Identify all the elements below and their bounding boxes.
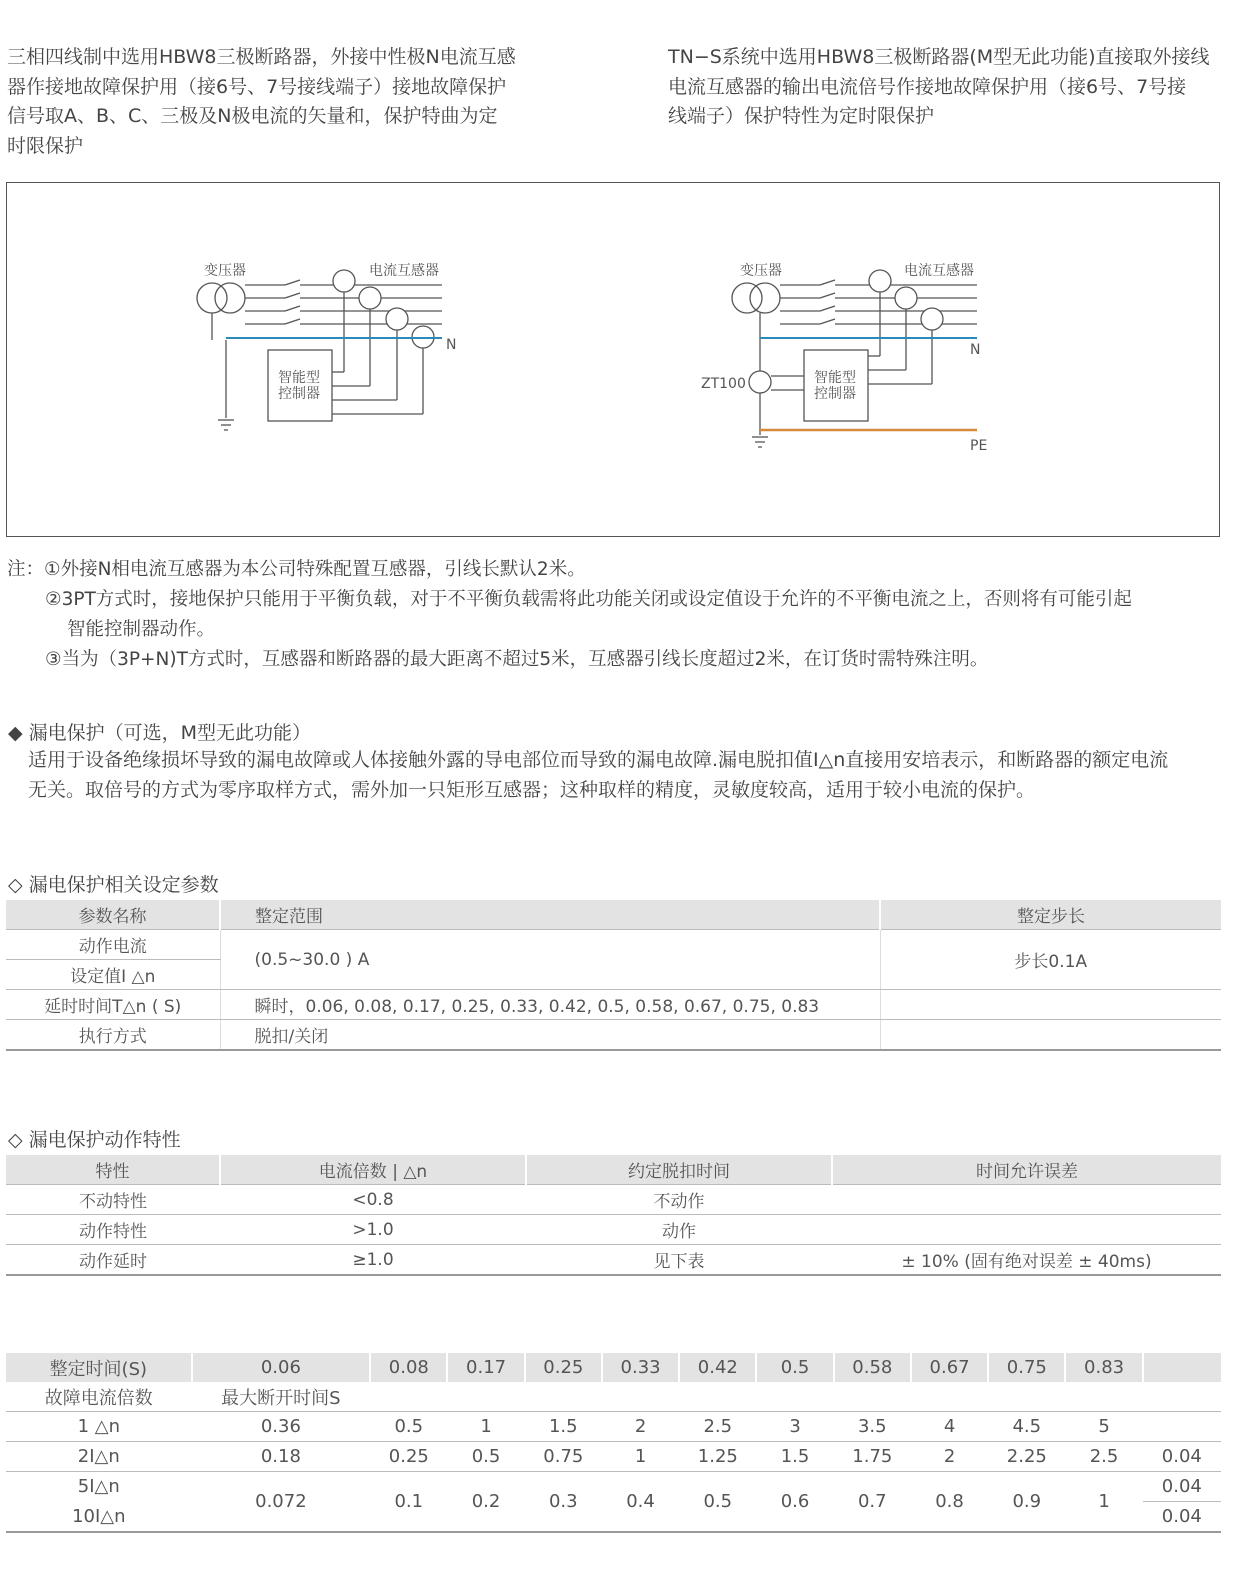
table-header: 参数名称 (6, 900, 220, 930)
table-cell: ± 10% (固有绝对误差 ± 40ms) (832, 1245, 1221, 1276)
table-cell: 1.75 (834, 1442, 911, 1472)
table-row (6, 1215, 1221, 1245)
table-header: 0.08 (370, 1353, 447, 1382)
table-cell: 0.8 (911, 1472, 988, 1533)
table-cell (832, 1215, 1221, 1245)
table-header: 特性 (6, 1155, 220, 1185)
table-cell: 执行方式 (6, 1020, 220, 1051)
label-transformer: 变压器 (740, 263, 782, 279)
leak-body (28, 745, 1228, 805)
table-cell: 脱扣/关闭 (220, 1020, 880, 1051)
table-header: 0.17 (447, 1353, 524, 1382)
table-header: 时间允许误差 (832, 1155, 1221, 1185)
table-cell: 动作特性 (6, 1215, 220, 1245)
note-line: 注：①外接N相电流互感器为本公司特殊配置互感器，引线长默认2米。 (7, 559, 586, 580)
table-cell: 0.072 (192, 1472, 371, 1533)
characteristics-table (6, 1155, 1221, 1276)
table-cell: <0.8 (220, 1185, 526, 1215)
note-line: ③当为（3P+N)T方式时，互感器和断路器的最大距离不超过5米，互感器引线长度超过2米，在订货时需特殊注明。 (45, 649, 989, 670)
table-cell: 步长0.1A (880, 930, 1221, 990)
table-header: 0.58 (834, 1353, 911, 1382)
table-cell: 0.7 (834, 1472, 911, 1533)
label-controller: 控制器 (814, 386, 856, 402)
intro-right-line: 线端子）保护特性为定时限保护 (668, 105, 935, 127)
intro-left-line: 三相四线制中选用HBW8三极断路器，外接中性极N电流互感 (7, 46, 516, 68)
label-ct: 电流互感器 (369, 263, 439, 279)
table-header (1143, 1353, 1221, 1382)
table-cell: 2 (602, 1412, 679, 1442)
table-cell: 动作 (526, 1215, 832, 1245)
table-cell: (0.5~30.0 ) A (220, 930, 880, 990)
table-header: 0.5 (756, 1353, 833, 1382)
notes (7, 555, 1232, 675)
label-n: N (446, 337, 457, 353)
table-cell: 4 (911, 1412, 988, 1442)
table-row (6, 1412, 1221, 1442)
table-cell (880, 990, 1221, 1020)
diagram-left (197, 270, 442, 430)
table-cell: 2.25 (988, 1442, 1065, 1472)
table2-title: ◇ 漏电保护动作特性 (8, 1129, 181, 1151)
table-cell (1143, 1412, 1221, 1442)
table-cell: 瞬时，0.06, 0.08, 0.17, 0.25, 0.33, 0.42, 0.5, 0.58, 0.67, 0.75, 0.83 (220, 990, 880, 1020)
table-cell: ≥1.0 (220, 1245, 526, 1276)
table1-title: ◇ 漏电保护相关设定参数 (8, 874, 219, 896)
table-header: 整定步长 (880, 900, 1221, 930)
table-cell: 0.6 (756, 1472, 833, 1533)
table-cell: 1.5 (756, 1442, 833, 1472)
table-row (6, 1353, 1221, 1382)
label-controller: 智能型 (814, 370, 856, 386)
wiring-diagrams (0, 0, 1238, 560)
table-header: 0.25 (525, 1353, 602, 1382)
table-header: 约定脱扣时间 (526, 1155, 832, 1185)
delay-table (6, 1353, 1221, 1533)
transformer-coil (197, 283, 227, 313)
table-cell: 不动作 (526, 1185, 832, 1215)
table-cell: 0.04 (1143, 1502, 1221, 1533)
table-header: 0.83 (1065, 1353, 1142, 1382)
table-cell: 0.3 (525, 1472, 602, 1533)
table-cell: 10I△n (6, 1502, 192, 1533)
table-cell: 5 (1065, 1412, 1142, 1442)
table-cell: 不动特性 (6, 1185, 220, 1215)
table-row (6, 990, 1221, 1020)
note-line: 智能控制器动作。 (67, 619, 216, 640)
table-row (6, 1245, 1221, 1276)
table-cell: 2.5 (1065, 1442, 1142, 1472)
table-cell: 0.04 (1143, 1472, 1221, 1502)
settings-table (6, 900, 1221, 1051)
table-cell: 0.9 (988, 1472, 1065, 1533)
label-transformer: 变压器 (204, 263, 246, 279)
table-header: 0.42 (679, 1353, 756, 1382)
table-cell: 2 (911, 1442, 988, 1472)
table-row (6, 1472, 1221, 1502)
leak-body-line: 无关。取倍号的方式为零序取样方式，需外加一只矩形互感器；这种取样的精度，灵敏度较高，适用于较小电流的保护。 (28, 779, 1036, 801)
table-row (6, 1020, 1221, 1051)
label-controller: 智能型 (278, 370, 320, 386)
table-cell: 见下表 (526, 1245, 832, 1276)
label-zt100: ZT100 (701, 376, 746, 392)
table-cell: 2I△n (6, 1442, 192, 1472)
table-cell: 动作电流 (6, 930, 220, 960)
table-header: 整定时间(S) (6, 1353, 192, 1382)
table-header: 整定范围 (220, 900, 880, 930)
table-cell: 3 (756, 1412, 833, 1442)
intro-left-line: 器作接地故障保护用（接6号、7号接线端子）接地故障保护 (7, 75, 507, 98)
label-pe: PE (970, 438, 988, 454)
table-row (6, 1185, 1221, 1215)
intro-left-line: 时限保护 (7, 134, 84, 157)
intro-right-line: 电流互感器的输出电流倍号作接地故障保护用（接6号、7号接 (668, 75, 1187, 98)
table-cell: 动作延时 (6, 1245, 220, 1276)
transformer-coil (215, 283, 245, 313)
table-cell: 0.04 (1143, 1442, 1221, 1472)
table-cell: 0.1 (370, 1472, 447, 1533)
table-cell: 0.36 (192, 1412, 371, 1442)
intro-left-line: 信号取A、B、C、三极及N极电流的矢量和，保护特曲为定 (7, 105, 498, 127)
table-row (6, 930, 1221, 960)
table-cell: 最大断开时间S (192, 1382, 371, 1412)
table-cell: 0.2 (447, 1472, 524, 1533)
table-cell: 0.25 (370, 1442, 447, 1472)
leak-body-line: 适用于设备绝缘损坏导致的漏电故障或人体接触外露的导电部位而导致的漏电故障.漏电脱扣值I△n直接用安培表示，和断路器的额定电流 (28, 749, 1169, 771)
table-cell: 0.5 (370, 1412, 447, 1442)
label-controller: 控制器 (278, 386, 320, 402)
table-cell: 0.18 (192, 1442, 371, 1472)
table-header: 0.67 (911, 1353, 988, 1382)
table-cell: 1 (1065, 1472, 1142, 1533)
table-cell: 0.4 (602, 1472, 679, 1533)
table-cell: 故障电流倍数 (6, 1382, 192, 1412)
table-cell: 0.75 (525, 1442, 602, 1472)
table-cell: 5I△n (77, 1476, 120, 1498)
table-cell: >1.0 (220, 1215, 526, 1245)
table-cell: 1.25 (679, 1442, 756, 1472)
label-n: N (970, 342, 981, 358)
table-cell (832, 1185, 1221, 1215)
table-cell: 1 (447, 1412, 524, 1442)
table-header: 电流倍数 | △n (220, 1155, 526, 1185)
table-cell: 0.5 (679, 1472, 756, 1533)
table-cell: 延时时间T△n ( S) (6, 990, 220, 1020)
table-row (6, 1382, 1221, 1412)
diagram-right (732, 270, 977, 447)
table-cell: 4.5 (988, 1412, 1065, 1442)
table-row (6, 1442, 1221, 1472)
table-cell (880, 1020, 1221, 1051)
table-cell: 0.5 (447, 1442, 524, 1472)
leak-heading: ◆ 漏电保护（可选，M型无此功能） (8, 722, 312, 744)
table-cell: 2.5 (679, 1412, 756, 1442)
table-cell: 1 (602, 1442, 679, 1472)
table-header: 0.06 (192, 1353, 371, 1382)
note-line: ②3PT方式时，接地保护只能用于平衡负载，对于不平衡负载需将此功能关闭或设定值设于允许的不平衡电流之上，否则将有可能引起 (45, 589, 1132, 610)
table-cell: 设定值I △n (6, 960, 220, 990)
table-cell: 1 △n (6, 1412, 192, 1442)
table-header: 0.33 (602, 1353, 679, 1382)
table-cell: 3.5 (834, 1412, 911, 1442)
table-cell (370, 1382, 1221, 1412)
table-cell: 1.5 (525, 1412, 602, 1442)
intro-right-line: TN−S系统中选用HBW8三极断路器(M型无此功能)直接取外接线 (668, 46, 1210, 68)
label-ct: 电流互感器 (904, 263, 974, 279)
table-header: 0.75 (988, 1353, 1065, 1382)
